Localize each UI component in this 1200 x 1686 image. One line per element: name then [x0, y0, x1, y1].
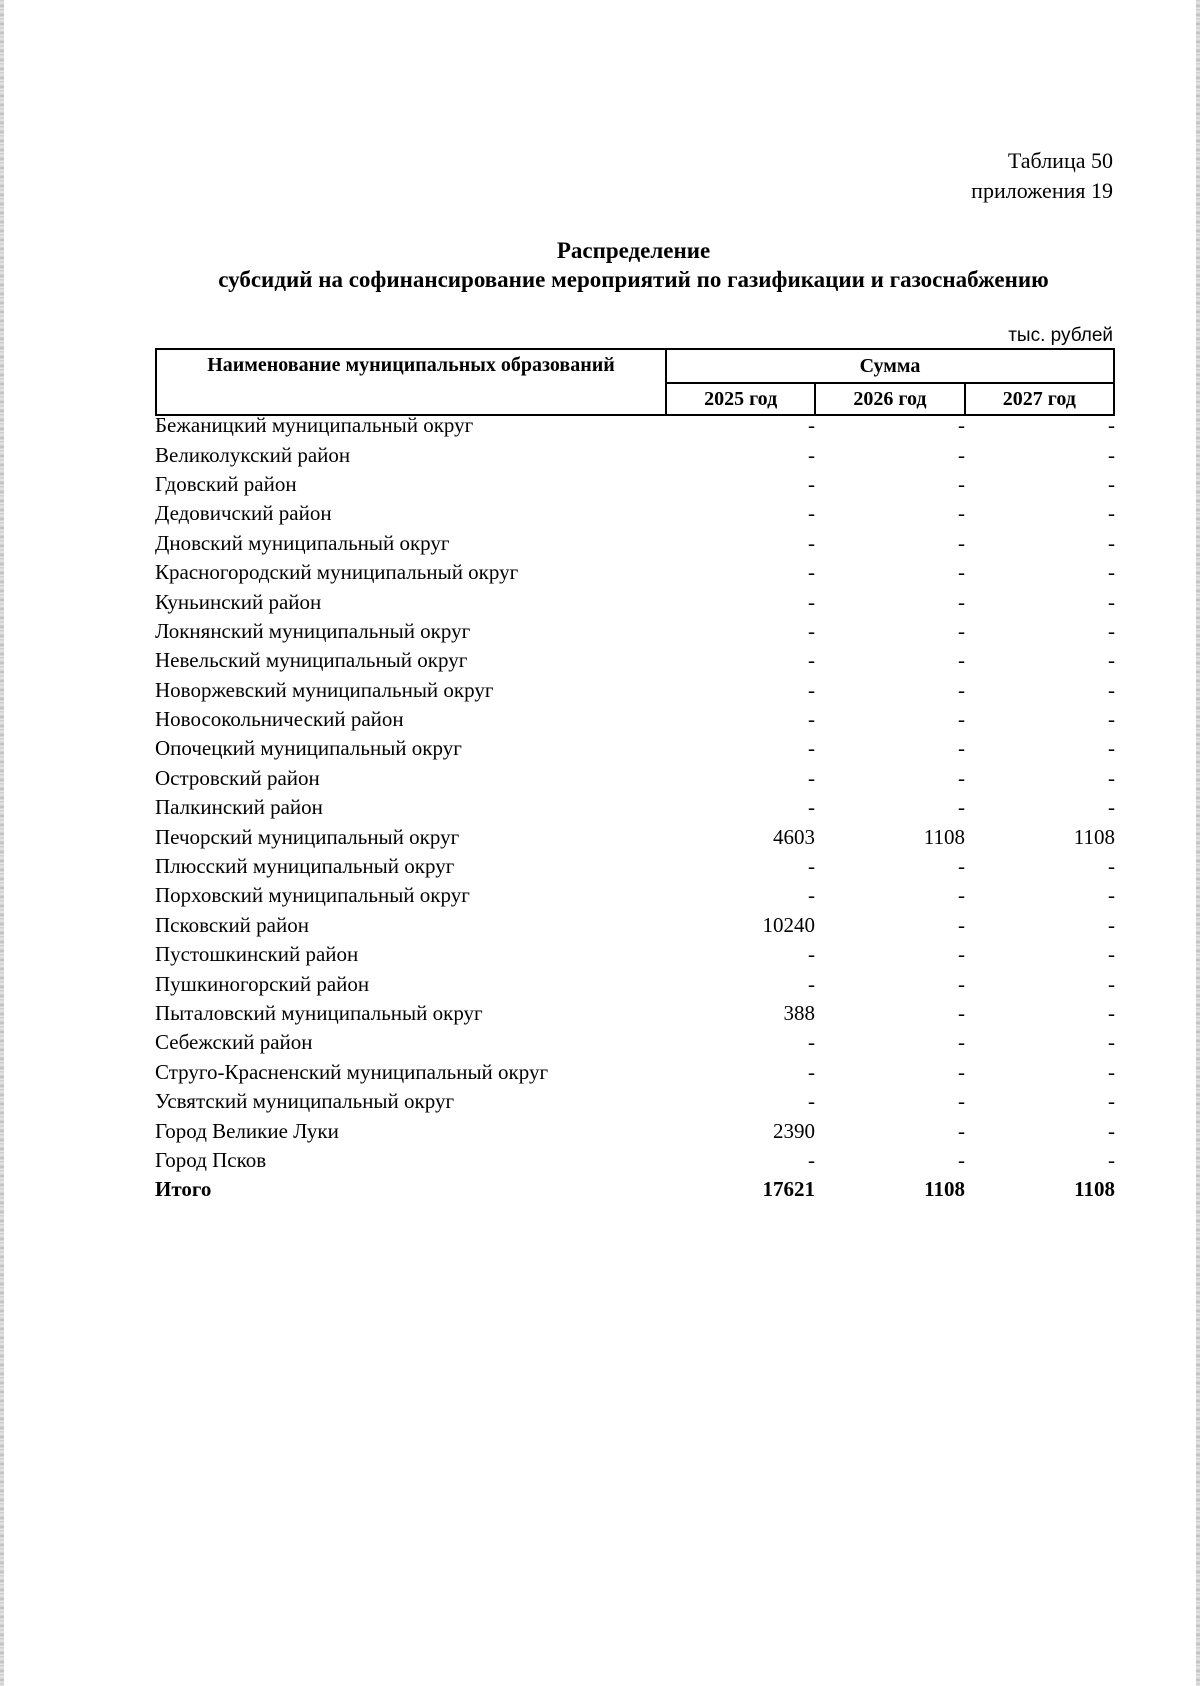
amount-cell: 1108	[1073, 824, 1115, 849]
title-line-2: субсидий на софинансирование мероприятий по газификации и газоснабжению	[218, 267, 1049, 292]
amount-cell: -	[958, 883, 965, 908]
amount-cell: -	[808, 677, 815, 702]
amount-cell: -	[958, 736, 965, 761]
table-row	[155, 558, 1115, 587]
municipality-name: Палкинский район	[155, 795, 323, 820]
amount-cell: -	[808, 883, 815, 908]
table-row	[155, 529, 1115, 558]
document-title	[0, 236, 1200, 294]
amount-cell: -	[808, 736, 815, 761]
municipality-name: Себежский район	[155, 1030, 313, 1055]
table-row	[155, 676, 1115, 705]
table-row	[155, 881, 1115, 910]
table-reference	[971, 146, 1113, 206]
amount-cell: 2390	[773, 1118, 815, 1143]
amount-cell: -	[958, 854, 965, 879]
municipality-name: Порховский муниципальный округ	[155, 883, 470, 908]
amount-cell: -	[808, 560, 815, 585]
amount-cell: -	[808, 971, 815, 996]
amount-cell: -	[958, 648, 965, 673]
amount-cell: -	[1108, 501, 1115, 526]
table-row	[155, 764, 1115, 793]
municipality-name: Невельский муниципальный округ	[155, 648, 468, 673]
amount-cell: -	[958, 677, 965, 702]
amount-cell: -	[1108, 530, 1115, 555]
table-row	[155, 587, 1115, 616]
municipality-name: Бежаницкий муниципальный округ	[155, 413, 474, 438]
table-row	[155, 1058, 1115, 1087]
amount-cell: -	[958, 1118, 965, 1143]
amount-cell: -	[1108, 736, 1115, 761]
amount-cell: -	[1108, 942, 1115, 967]
amount-cell: -	[1108, 442, 1115, 467]
amount-cell: -	[958, 912, 965, 937]
municipality-name: Пустошкинский район	[155, 942, 359, 967]
amount-cell: -	[958, 530, 965, 555]
municipality-name: Город Великие Луки	[155, 1118, 339, 1143]
municipality-name: Опочецкий муниципальный округ	[155, 736, 462, 761]
amount-cell: -	[808, 1147, 815, 1172]
municipality-name: Печорский муниципальный округ	[155, 824, 460, 849]
column-header-year: 2025 год	[666, 383, 815, 415]
amount-cell: -	[1108, 883, 1115, 908]
amount-cell: -	[808, 1030, 815, 1055]
amount-cell: -	[1108, 589, 1115, 614]
amount-cell: -	[958, 501, 965, 526]
amount-cell: -	[1108, 1001, 1115, 1025]
amount-cell: -	[808, 442, 815, 467]
amount-cell: -	[1108, 1118, 1115, 1143]
amount-cell: -	[808, 942, 815, 967]
amount-cell: -	[808, 854, 815, 879]
amount-cell: 4603	[773, 824, 815, 849]
amount-cell: -	[958, 560, 965, 585]
table-row	[155, 1146, 1115, 1175]
unit-label: тыс. рублей	[1008, 325, 1113, 346]
total-value: 1108	[1074, 1177, 1115, 1202]
amount-cell: -	[1108, 1147, 1115, 1172]
amount-cell: 10240	[762, 912, 815, 937]
municipality-name: Усвятский муниципальный округ	[155, 1089, 455, 1114]
amount-cell: -	[1108, 677, 1115, 702]
amount-cell: -	[958, 471, 965, 496]
table-row	[155, 969, 1115, 998]
municipality-name: Город Псков	[155, 1147, 267, 1172]
amount-cell: -	[1108, 560, 1115, 585]
total-value: 1108	[924, 1177, 965, 1202]
table-row	[155, 499, 1115, 528]
amount-cell: -	[808, 1059, 815, 1084]
table-row	[155, 793, 1115, 822]
amount-cell: -	[958, 765, 965, 790]
amount-cell: -	[808, 501, 815, 526]
total-label: Итого	[155, 1177, 212, 1202]
amount-cell: -	[808, 618, 815, 643]
amount-cell: -	[1108, 471, 1115, 496]
table-row	[155, 822, 1115, 851]
municipality-name: Локнянский муниципальный округ	[155, 618, 471, 643]
table-row	[155, 705, 1115, 734]
municipality-name: Гдовский район	[155, 471, 297, 496]
table-row	[155, 440, 1115, 469]
municipality-name: Новосокольнический район	[155, 707, 404, 732]
amount-cell: -	[958, 1059, 965, 1084]
amount-cell: -	[1108, 618, 1115, 643]
amount-cell: -	[1108, 765, 1115, 790]
amount-cell: -	[1108, 854, 1115, 879]
amount-cell: -	[958, 1030, 965, 1055]
column-header-sum: Сумма	[666, 349, 1114, 383]
amount-cell: -	[958, 795, 965, 820]
total-value: 17621	[762, 1177, 815, 1202]
amount-cell: -	[1108, 648, 1115, 673]
amount-cell: -	[958, 1001, 965, 1025]
amount-cell: -	[958, 971, 965, 996]
table-body	[155, 411, 1115, 1205]
municipality-name: Дедовичский район	[155, 501, 332, 526]
amount-cell: 388	[783, 1001, 815, 1025]
amount-cell: -	[958, 942, 965, 967]
table-row	[155, 646, 1115, 675]
amount-cell: -	[1108, 1030, 1115, 1055]
municipality-name: Струго-Красненский муниципальный округ	[155, 1059, 549, 1084]
amount-cell: -	[1108, 912, 1115, 937]
municipality-name: Красногородский муниципальный округ	[155, 560, 519, 585]
table-row	[155, 734, 1115, 763]
table-row	[155, 911, 1115, 940]
amount-cell: -	[808, 1089, 815, 1114]
amount-cell: 1108	[923, 824, 965, 849]
table-row	[155, 1116, 1115, 1145]
table-row	[155, 411, 1115, 440]
table-row	[155, 617, 1115, 646]
amount-cell: -	[1108, 413, 1115, 438]
column-header-year: 2027 год	[965, 383, 1114, 415]
amount-cell: -	[958, 707, 965, 732]
amount-cell: -	[808, 589, 815, 614]
amount-cell: -	[1108, 971, 1115, 996]
municipality-name: Псковский район	[155, 912, 309, 937]
amount-cell: -	[958, 1147, 965, 1172]
amount-cell: -	[958, 413, 965, 438]
amount-cell: -	[808, 471, 815, 496]
municipality-name: Пыталовский муниципальный округ	[155, 1001, 483, 1025]
table-number: Таблица 50	[1007, 148, 1113, 173]
table-header	[155, 348, 1115, 416]
appendix-number: приложения 19	[971, 178, 1113, 203]
table-row	[155, 852, 1115, 881]
amount-cell: -	[1108, 795, 1115, 820]
title-line-1: Распределение	[556, 238, 711, 263]
municipality-name: Пушкиногорский район	[155, 971, 370, 996]
amount-cell: -	[808, 648, 815, 673]
column-header-year: 2026 год	[815, 383, 964, 415]
column-header-name: Наименование муниципальных образований	[156, 349, 666, 415]
municipality-name: Куньинский район	[155, 589, 322, 614]
amount-cell: -	[808, 530, 815, 555]
amount-cell: -	[1108, 707, 1115, 732]
amount-cell: -	[808, 413, 815, 438]
amount-cell: -	[808, 707, 815, 732]
table-row	[155, 1087, 1115, 1116]
amount-cell: -	[958, 589, 965, 614]
municipality-name: Островский район	[155, 765, 320, 790]
municipality-name: Дновский муниципальный округ	[155, 530, 450, 555]
amount-cell: -	[1108, 1059, 1115, 1084]
municipality-name: Новоржевский муниципальный округ	[155, 677, 494, 702]
amount-cell: -	[808, 795, 815, 820]
municipality-name: Великолукский район	[155, 442, 351, 467]
amount-cell: -	[1108, 1089, 1115, 1114]
table-row	[155, 470, 1115, 499]
table-row	[155, 1028, 1115, 1057]
amount-cell: -	[958, 1089, 965, 1114]
amount-cell: -	[958, 618, 965, 643]
municipality-name: Плюсский муниципальный округ	[155, 854, 455, 879]
table-row	[155, 940, 1115, 969]
table-row	[155, 999, 1115, 1028]
amount-cell: -	[808, 765, 815, 790]
amount-cell: -	[958, 442, 965, 467]
total-row	[155, 1175, 1115, 1204]
